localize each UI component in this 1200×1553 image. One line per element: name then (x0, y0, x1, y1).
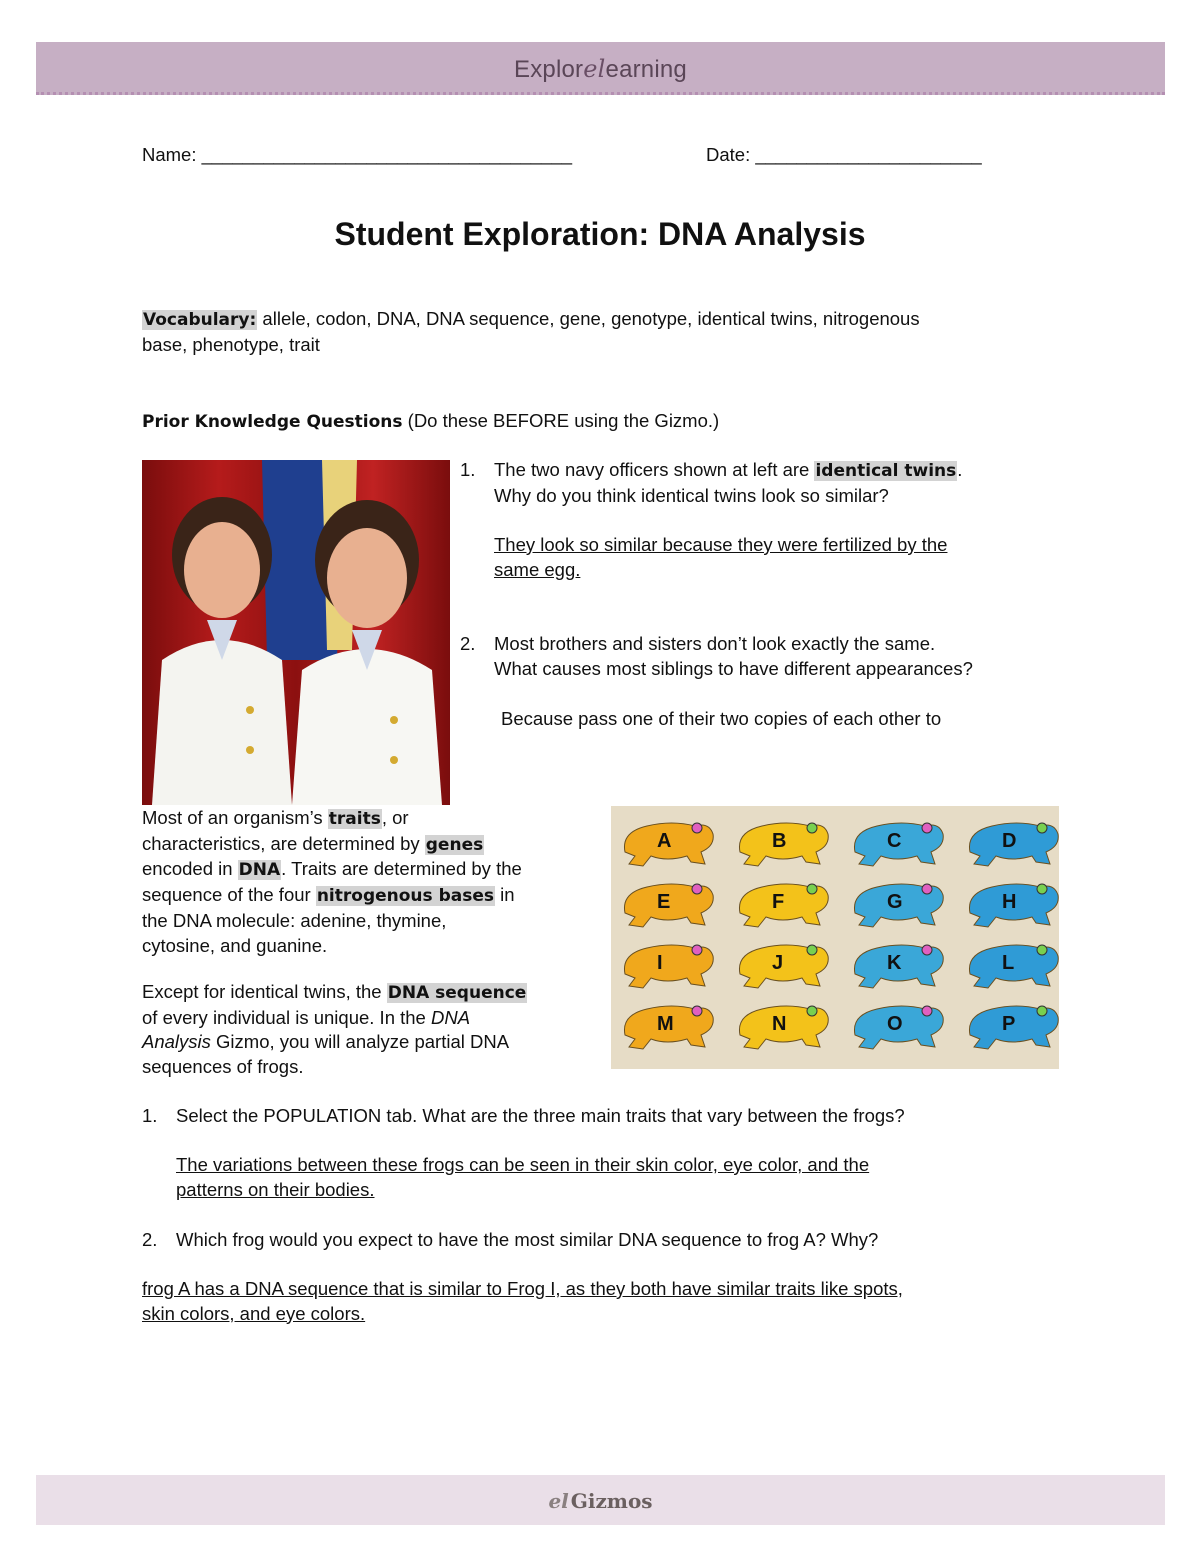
intro-paragraph-2: Except for identical twins, the DNA sequence of every individual is unique. In the DNA Analysis Gizmo, you will analyze partial DNA sequences of frogs. (142, 981, 527, 1078)
frog-a (624, 823, 713, 866)
frog-label: I (657, 952, 663, 974)
prior-answer-2: Because pass one of their two copies of each other to (501, 708, 942, 729)
frog-f (739, 884, 828, 927)
date-field-label: Date: ______________________ (706, 144, 982, 165)
frog-label: E (657, 891, 671, 913)
frog-label: M (657, 1013, 674, 1035)
frog-g (854, 884, 943, 927)
frog-population-image (611, 806, 1059, 1069)
prior-question-1: 1. The two navy officers shown at left are identical twins. Why do you think identical twins look so similar? (460, 459, 963, 506)
name-field-label: Name: ____________________________________ (142, 144, 573, 165)
frog-label: J (772, 952, 784, 974)
frog-label: H (1002, 891, 1017, 913)
frog-label: C (887, 830, 902, 852)
vocabulary-block (142, 307, 1082, 357)
frog-label: F (772, 891, 785, 913)
frog-label: O (887, 1013, 903, 1035)
question-2: 2. Which frog would you expect to have the most similar DNA sequence to frog A? Why? (142, 1229, 879, 1250)
frog-p (969, 1006, 1058, 1049)
frog-label: D (1002, 830, 1017, 852)
frog-n (739, 1006, 828, 1049)
prior-question-2: 2. Most brothers and sisters don’t look exactly the same. What causes most siblings to have different appearances? (460, 633, 973, 679)
frog-d (969, 823, 1058, 866)
prior-knowledge-heading: Prior Knowledge Questions (Do these BEFORE using the Gizmo.) (142, 410, 720, 432)
frog-h (969, 884, 1058, 927)
vocabulary-list-line2: base, phenotype, trait (142, 333, 320, 355)
frog-i (624, 945, 713, 988)
header-band (36, 42, 1165, 95)
answer-2: frog A has a DNA sequence that is similar to Frog I, as they both have similar traits like spots, skin colors, and eye colors. (142, 1278, 903, 1324)
frog-e (624, 884, 713, 927)
frog-k (854, 945, 943, 988)
frog-l (969, 945, 1058, 988)
frog-j (739, 945, 828, 988)
frog-label: B (772, 830, 787, 852)
frog-b (739, 823, 828, 866)
explorelearning-logo: Explorelearning (514, 55, 687, 83)
frog-c (854, 823, 943, 866)
frog-label: A (657, 830, 672, 852)
frog-label: P (1002, 1013, 1016, 1035)
gizmos-logo: el Gizmos (548, 1489, 653, 1513)
page-title: Student Exploration: DNA Analysis (334, 216, 866, 252)
frog-label: G (887, 891, 903, 913)
intro-paragraph: Most of an organism’s traits, or characteristics, are determined by genes encoded in DNA. Traits are determined by the sequence of the four nitrogenous bases in the DNA molecule: adenine, thymine, cytosine, and guanine. (142, 807, 522, 956)
frog-m (624, 1006, 713, 1049)
identical-twins-photo (142, 460, 450, 805)
answer-1: The variations between these frogs can be seen in their skin color, eye color, and the patterns on their bodies. (176, 1154, 870, 1200)
footer-band (36, 1475, 1165, 1525)
vocabulary-list-line1: allele, codon, DNA, DNA sequence, gene, genotype, identical twins, nitrogenous (257, 308, 920, 329)
frog-label: L (1002, 952, 1015, 974)
frog-o (854, 1006, 943, 1049)
question-1: 1. Select the POPULATION tab. What are the three main traits that vary between the frogs? (142, 1105, 905, 1126)
prior-answer-1: They look so similar because they were fertilized by the same egg. (494, 534, 948, 580)
frog-label: K (887, 952, 902, 974)
vocabulary-label: Vocabulary: (143, 310, 257, 330)
frog-label: N (772, 1013, 787, 1035)
